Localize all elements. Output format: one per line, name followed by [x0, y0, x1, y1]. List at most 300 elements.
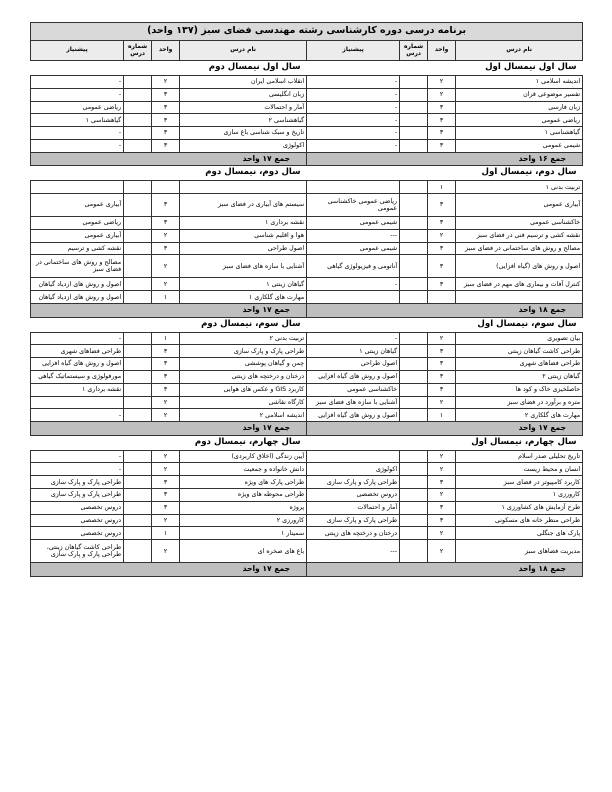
course-units: ۳ [428, 358, 456, 371]
course-code [400, 540, 428, 563]
course-code [400, 476, 428, 489]
course-prereq: اصول و روش های ازدیاد گیاهان [31, 278, 124, 291]
course-code [124, 476, 152, 489]
course-units: ۳ [152, 101, 180, 114]
table-row [31, 291, 583, 304]
course-name: مصالح و روش های ساختمانی در فضای سبز [456, 242, 583, 255]
course-prereq: شیمی عمومی [307, 242, 400, 255]
course-name: طرح آزمایش های کشاورزی ۱ [456, 501, 583, 514]
curriculum-table [30, 22, 583, 577]
course-name: سمینار ۱ [180, 527, 307, 540]
table-row [31, 358, 583, 371]
course-name: نقشه کشی و ترسیم فنی در فضای سبز [456, 229, 583, 242]
course-name: باغ های صخره ای [180, 540, 307, 563]
course-prereq [31, 396, 124, 409]
course-code [400, 409, 428, 422]
course-units: ۳ [428, 139, 456, 152]
course-prereq: - [31, 332, 124, 345]
course-prereq: گیاهشناسی ۱ [31, 114, 124, 127]
course-prereq [307, 450, 400, 463]
course-code [400, 358, 428, 371]
semester-heading-spacer [31, 166, 124, 181]
course-prereq: شیمی عمومی [307, 217, 400, 230]
course-units: ۲ [152, 255, 180, 278]
course-prereq: اصول و روش های گیاه افزایی [31, 358, 124, 371]
course-prereq: دروس تخصصی [31, 514, 124, 527]
course-code [124, 396, 152, 409]
table-row [31, 101, 583, 114]
course-name: ریاضی عمومی [456, 114, 583, 127]
table-row [31, 476, 583, 489]
course-name: کارورزی ۱ [456, 489, 583, 502]
course-name: انقلاب اسلامی ایران [180, 76, 307, 89]
course-units: ۲ [152, 463, 180, 476]
course-code [124, 194, 152, 217]
course-units: ۳ [152, 501, 180, 514]
semester-heading: سال چهارم، نیمسال اول [400, 435, 583, 450]
course-prereq: گیاهان زینتی ۱ [307, 345, 400, 358]
course-units: ۳ [428, 101, 456, 114]
course-name: طراحی کاشت گیاهان زینتی [456, 345, 583, 358]
table-row [31, 88, 583, 101]
course-prereq: آشنایی با سازه های فضای سبز [307, 396, 400, 409]
table-row [31, 114, 583, 127]
semester-heading: سال سوم، نیمسال دوم [124, 317, 307, 332]
course-units: ۳ [428, 370, 456, 383]
semester-total: جمع ۱۶ واحد [307, 152, 583, 166]
course-code [400, 489, 428, 502]
course-code [124, 409, 152, 422]
course-units: ۲ [152, 278, 180, 291]
course-code [124, 88, 152, 101]
page-title: برنامه درسی دوره کارشناسی رشته مهندسی فضای سبز (۱۳۷ واحد) [31, 23, 583, 41]
table-row [31, 370, 583, 383]
course-prereq: ریاضی عمومی [31, 101, 124, 114]
course-code [400, 332, 428, 345]
course-name: آمار و احتمالات [180, 101, 307, 114]
course-units: ۳ [428, 501, 456, 514]
course-code [124, 345, 152, 358]
course-code [124, 540, 152, 563]
course-name: تربیت بدنی ۲ [180, 332, 307, 345]
course-name: آشنایی با سازه های فضای سبز [180, 255, 307, 278]
course-prereq: - [31, 463, 124, 476]
course-units: ۳ [428, 476, 456, 489]
course-prereq: نقشه کشی و ترسیم [31, 242, 124, 255]
course-units: ۱ [152, 332, 180, 345]
course-code [124, 501, 152, 514]
course-units: ۲ [152, 229, 180, 242]
course-units: ۲ [428, 540, 456, 563]
course-units: ۲ [152, 409, 180, 422]
header-course-name: نام درس [456, 41, 583, 61]
course-code [400, 217, 428, 230]
semester-heading-spacer [31, 317, 124, 332]
course-name: سیستم های آبیاری در فضای سبز [180, 194, 307, 217]
course-prereq: دروس تخصصی [307, 489, 400, 502]
course-prereq: خاکشناسی عمومی [307, 383, 400, 396]
course-code [124, 127, 152, 140]
course-name: طراحی پارک های ویژه [180, 476, 307, 489]
semester-heading: سال دوم، نیمسال اول [400, 166, 583, 181]
course-units: ۳ [428, 345, 456, 358]
table-row [31, 242, 583, 255]
course-prereq [307, 181, 400, 194]
table-row [31, 489, 583, 502]
course-units: ۳ [152, 489, 180, 502]
course-units: ۱ [152, 527, 180, 540]
header-course-code: شماره درس [400, 41, 428, 61]
course-units: ۲ [152, 514, 180, 527]
semester-heading-spacer [307, 317, 400, 332]
course-code [124, 242, 152, 255]
course-name: مهارت های گلکاری ۱ [180, 291, 307, 304]
course-units: ۲ [428, 76, 456, 89]
course-code [400, 450, 428, 463]
course-name: اندیشه اسلامی ۲ [180, 409, 307, 422]
course-units: ۳ [152, 114, 180, 127]
course-units: ۲ [152, 76, 180, 89]
course-prereq: ریاضی عمومی خاکشناسی عمومی [307, 194, 400, 217]
course-units: ۲ [428, 527, 456, 540]
table-row [31, 383, 583, 396]
course-prereq: - [307, 139, 400, 152]
course-prereq: آمار و احتمالات [307, 501, 400, 514]
course-code [124, 332, 152, 345]
course-name: تاریخ تحلیلی صدر اسلام [456, 450, 583, 463]
course-units: ۳ [428, 383, 456, 396]
semester-heading-row [31, 435, 583, 450]
course-prereq: اکولوژی [307, 463, 400, 476]
course-prereq: اصول طراحی [307, 358, 400, 371]
course-code [124, 489, 152, 502]
course-units: ۱ [152, 291, 180, 304]
course-name: طراحی پارک و پارک سازی [180, 345, 307, 358]
course-prereq: - [307, 332, 400, 345]
course-units: ۳ [152, 242, 180, 255]
course-units: ۳ [428, 217, 456, 230]
header-units: واحد [428, 41, 456, 61]
course-name: شیمی عمومی [456, 139, 583, 152]
course-code [124, 450, 152, 463]
course-units: ۳ [152, 370, 180, 383]
course-code [400, 76, 428, 89]
course-name: هوا و اقلیم شناسی [180, 229, 307, 242]
course-prereq: اصول و روش های گیاه افزایی [307, 409, 400, 422]
course-units: ۲ [428, 229, 456, 242]
semester-total: جمع ۱۷ واحد [31, 304, 307, 318]
course-name: کارورزی ۲ [180, 514, 307, 527]
course-code [400, 291, 428, 304]
course-code [400, 194, 428, 217]
course-code [400, 181, 428, 194]
semester-total-row [31, 563, 583, 577]
course-code [400, 229, 428, 242]
course-name: تفسیر موضوعی قران [456, 88, 583, 101]
course-name: پروژه [180, 501, 307, 514]
course-code [124, 217, 152, 230]
table-row [31, 255, 583, 278]
course-units: ۳ [152, 217, 180, 230]
course-code [400, 278, 428, 291]
course-units: ۲ [428, 332, 456, 345]
course-code [124, 358, 152, 371]
semester-total: جمع ۱۸ واحد [307, 563, 583, 577]
header-course-name: نام درس [180, 41, 307, 61]
header-prereq: پیشنیاز [307, 41, 400, 61]
page [30, 22, 582, 577]
course-units: ۳ [152, 383, 180, 396]
semester-total: جمع ۱۷ واحد [307, 422, 583, 436]
header-course-code: شماره درس [124, 41, 152, 61]
table-row [31, 278, 583, 291]
course-units: ۲ [428, 489, 456, 502]
course-code [400, 370, 428, 383]
course-units: ۳ [428, 278, 456, 291]
course-name [180, 181, 307, 194]
course-code [400, 396, 428, 409]
course-code [400, 255, 428, 278]
course-prereq: آبیاری عمومی [31, 229, 124, 242]
course-code [400, 383, 428, 396]
course-code [124, 101, 152, 114]
course-name: مهارت های گلکاری ۲ [456, 409, 583, 422]
course-name: بیان تصویری [456, 332, 583, 345]
course-name: اکولوژی [180, 139, 307, 152]
course-code [400, 242, 428, 255]
course-prereq: طراحی پارک و پارک سازی [307, 514, 400, 527]
course-name: کارگاه نقاشی [180, 396, 307, 409]
title-row [31, 23, 583, 41]
semester-total-row [31, 152, 583, 166]
course-units: ۳ [152, 476, 180, 489]
course-prereq: --- [307, 229, 400, 242]
course-name: چمن و گیاهان پوششی [180, 358, 307, 371]
course-name: تربیت بدنی ۱ [456, 181, 583, 194]
semester-heading-spacer [307, 61, 400, 76]
course-units: ۲ [428, 396, 456, 409]
table-row [31, 450, 583, 463]
table-row [31, 501, 583, 514]
table-row [31, 540, 583, 563]
semester-total: جمع ۱۷ واحد [31, 422, 307, 436]
course-name: طراحی فضاهای شهری [456, 358, 583, 371]
course-prereq: ریاضی عمومی [31, 217, 124, 230]
course-prereq: دروس تخصصی [31, 501, 124, 514]
table-row [31, 514, 583, 527]
course-units: ۳ [428, 255, 456, 278]
semester-heading-row [31, 166, 583, 181]
course-prereq: --- [307, 540, 400, 563]
semester-heading: سال اول نیمسال دوم [124, 61, 307, 76]
course-name: گیاهشناسی ۱ [456, 127, 583, 140]
course-name: اصول طراحی [180, 242, 307, 255]
course-units: ۲ [152, 540, 180, 563]
table-row [31, 127, 583, 140]
course-code [124, 114, 152, 127]
course-prereq [31, 181, 124, 194]
course-units: ۱ [428, 409, 456, 422]
semester-heading: سال سوم، نیمسال اول [400, 317, 583, 332]
course-units [152, 181, 180, 194]
course-code [124, 76, 152, 89]
semester-heading-row [31, 61, 583, 76]
semester-heading-spacer [31, 61, 124, 76]
semester-heading-row [31, 317, 583, 332]
course-code [400, 463, 428, 476]
course-units: ۳ [428, 114, 456, 127]
course-prereq: مورفولوژی و سیستماتیک گیاهی [31, 370, 124, 383]
course-units: ۳ [428, 242, 456, 255]
course-units: ۳ [152, 345, 180, 358]
course-code [400, 139, 428, 152]
table-row [31, 139, 583, 152]
table-row [31, 396, 583, 409]
course-prereq: - [307, 88, 400, 101]
table-row [31, 332, 583, 345]
course-code [400, 114, 428, 127]
course-name: پارک های جنگلی [456, 527, 583, 540]
course-code [400, 101, 428, 114]
course-code [124, 370, 152, 383]
course-units: ۳ [152, 127, 180, 140]
course-name: اندیشه اسلامی ۱ [456, 76, 583, 89]
course-code [400, 501, 428, 514]
course-name: تاریخ و سبک شناسی باغ سازی [180, 127, 307, 140]
course-code [124, 181, 152, 194]
course-prereq: - [307, 76, 400, 89]
course-prereq: - [307, 114, 400, 127]
course-prereq: - [31, 76, 124, 89]
course-prereq: - [31, 409, 124, 422]
header-units: واحد [152, 41, 180, 61]
semester-heading: سال چهارم، نیمسال دوم [124, 435, 307, 450]
semester-heading: سال دوم، نیمسال دوم [124, 166, 307, 181]
course-prereq: طراحی پارک و پارک سازی [31, 489, 124, 502]
course-code [400, 88, 428, 101]
course-name: متره و برآورد در فضای سبز [456, 396, 583, 409]
course-name: اصول و روش های (گیاه افزایی) [456, 255, 583, 278]
header-row [31, 41, 583, 61]
course-prereq: - [31, 88, 124, 101]
course-name: گیاهان زینتی ۲ [456, 370, 583, 383]
course-name: نقشه برداری ۱ [180, 217, 307, 230]
course-name: درختان و درختچه های زینتی [180, 370, 307, 383]
semester-total-row [31, 422, 583, 436]
course-units: ۱ [428, 181, 456, 194]
course-name: گیاهان زینتی ۱ [180, 278, 307, 291]
course-code [124, 291, 152, 304]
course-name: آبیاری عمومی [456, 194, 583, 217]
course-name: حاصلخیزی خاک و کود ها [456, 383, 583, 396]
course-code [400, 127, 428, 140]
course-prereq: نقشه برداری ۱ [31, 383, 124, 396]
course-code [124, 463, 152, 476]
course-units: ۲ [428, 463, 456, 476]
course-prereq: - [31, 450, 124, 463]
course-name: انسان و محیط زیست [456, 463, 583, 476]
course-prereq: - [31, 139, 124, 152]
course-name: زبان فارسی [456, 101, 583, 114]
course-code [124, 139, 152, 152]
course-code [400, 514, 428, 527]
course-units: ۲ [152, 396, 180, 409]
course-code [124, 229, 152, 242]
course-code [400, 345, 428, 358]
course-prereq: مصالح و روش های ساختمانی در فضای سبز [31, 255, 124, 278]
semester-total-row [31, 304, 583, 318]
course-name: زبان انگلیسی [180, 88, 307, 101]
course-name: خاکشناسی عمومی [456, 217, 583, 230]
course-code [124, 278, 152, 291]
semester-total: جمع ۱۸ واحد [307, 304, 583, 318]
table-row [31, 76, 583, 89]
course-name: آیین زندگی (اخلاق کاربردی) [180, 450, 307, 463]
table-row [31, 217, 583, 230]
course-name: مدیریت فضاهای سبز [456, 540, 583, 563]
semester-heading-spacer [31, 435, 124, 450]
curriculum-table-body [31, 23, 583, 577]
course-units [428, 291, 456, 304]
course-units: ۳ [428, 127, 456, 140]
course-prereq: دروس تخصصی [31, 527, 124, 540]
course-units: ۳ [428, 514, 456, 527]
course-units: ۳ [152, 194, 180, 217]
course-units: ۳ [152, 139, 180, 152]
course-name: کنترل آفات و بیماری های مهم در فضای سبز [456, 278, 583, 291]
course-units: ۲ [428, 450, 456, 463]
course-units: ۳ [152, 88, 180, 101]
semester-heading-spacer [307, 166, 400, 181]
course-name: کاربرد GIS و عکس های هوایی [180, 383, 307, 396]
course-prereq: - [307, 101, 400, 114]
table-row [31, 463, 583, 476]
course-prereq: طراحی کاشت گیاهان زینتی، طراحی پارک و پارک سازی [31, 540, 124, 563]
course-prereq: - [307, 278, 400, 291]
course-name: کاربرد کامپیوتر در فضای سبز [456, 476, 583, 489]
course-units: ۲ [152, 450, 180, 463]
table-row [31, 181, 583, 194]
course-name: طراحی منظر خانه های مسکونی [456, 514, 583, 527]
semester-total: جمع ۱۷ واحد [31, 152, 307, 166]
course-prereq: اصول و روش های گیاه افزایی [307, 370, 400, 383]
course-prereq: طراحی پارک و پارک سازی [307, 476, 400, 489]
course-prereq: طراحی پارک و پارک سازی [31, 476, 124, 489]
course-code [400, 527, 428, 540]
course-name [456, 291, 583, 304]
table-row [31, 409, 583, 422]
course-prereq [307, 291, 400, 304]
course-prereq: - [31, 127, 124, 140]
course-prereq: - [307, 127, 400, 140]
table-row [31, 345, 583, 358]
course-name: گیاهشناسی ۲ [180, 114, 307, 127]
table-row [31, 194, 583, 217]
course-name: دانش خانواده و جمعیت [180, 463, 307, 476]
course-code [124, 255, 152, 278]
course-prereq: طراحی فضاهای شهری [31, 345, 124, 358]
semester-heading: سال اول نیمسال اول [400, 61, 583, 76]
course-units: ۲ [428, 88, 456, 101]
semester-total: جمع ۱۷ واحد [31, 563, 307, 577]
table-row [31, 527, 583, 540]
semester-heading-spacer [307, 435, 400, 450]
course-prereq: اصول و روش های ازدیاد گیاهان [31, 291, 124, 304]
course-code [124, 514, 152, 527]
table-row [31, 229, 583, 242]
course-code [124, 527, 152, 540]
course-prereq: آبیاری عمومی [31, 194, 124, 217]
